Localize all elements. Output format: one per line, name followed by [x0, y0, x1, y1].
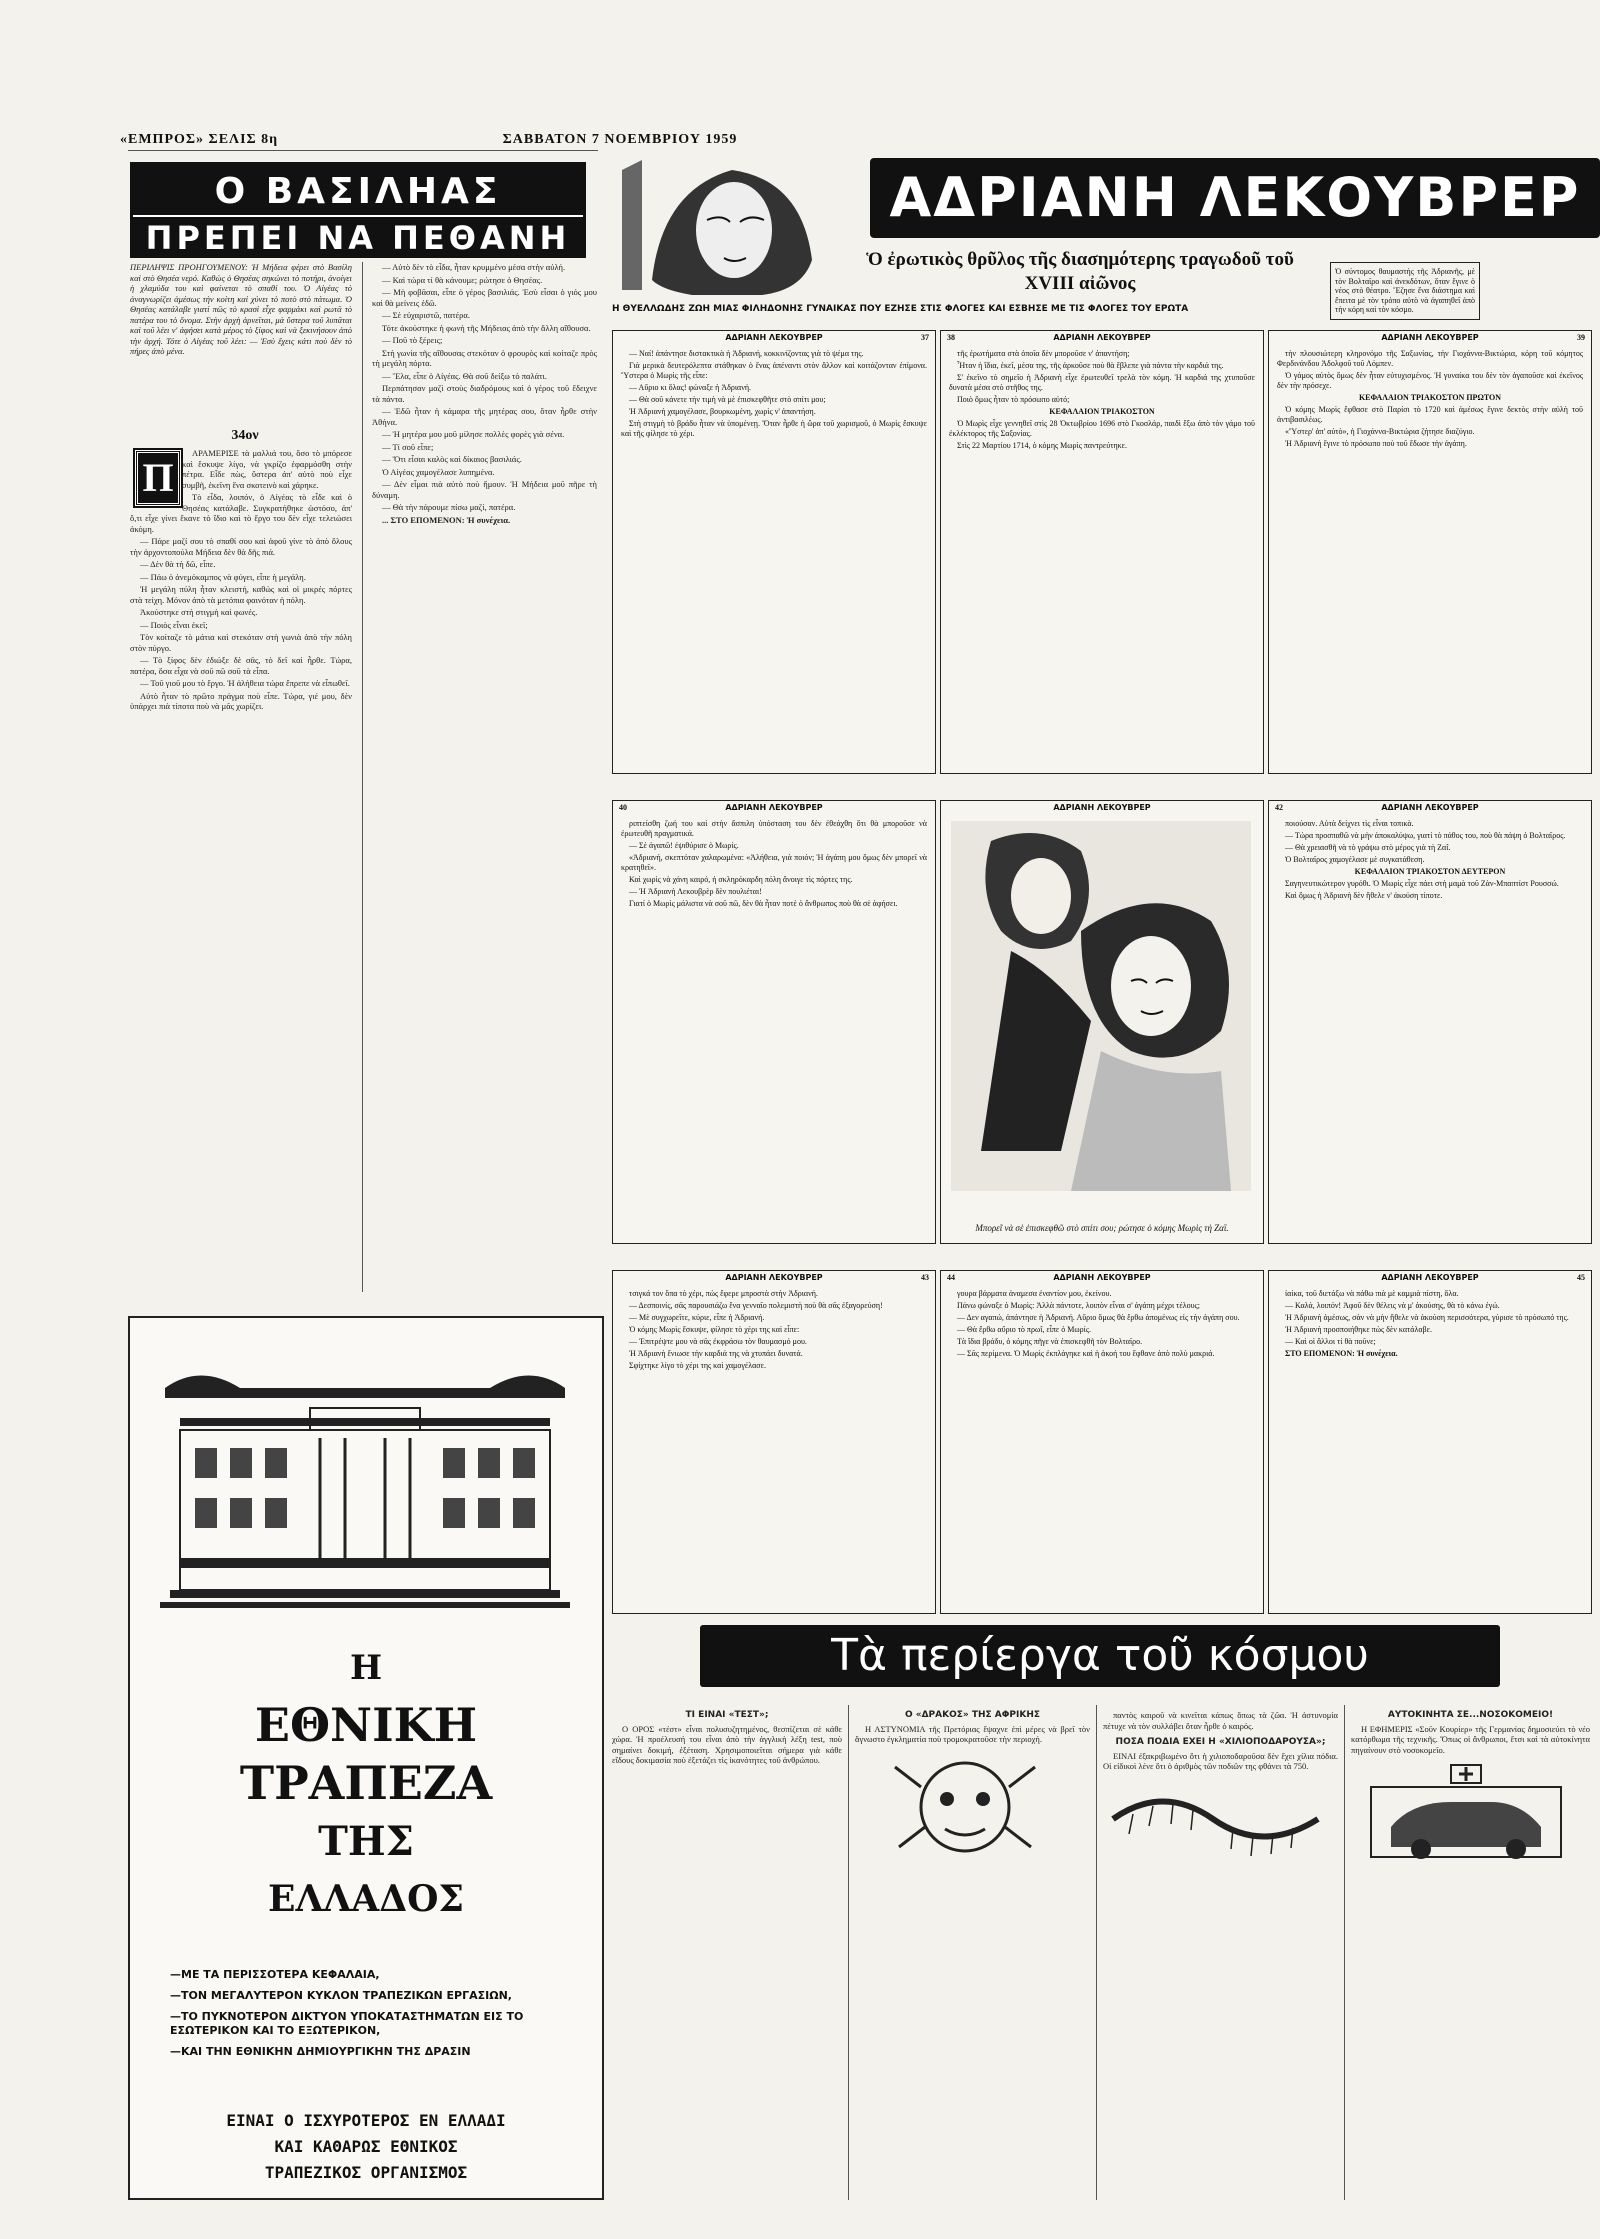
paragraph: — Τοῦ γιοῦ μου τὸ ἔργο. Ἡ ἀλήθεια τώρα ἔπρεπε νὰ εἶπωθεῖ. — [140, 678, 350, 688]
curiosity-cars — [1351, 1710, 1590, 2200]
panel-header: ΑΔΡΙΑΝΗ ΛΕΚΟΥΒΡΕΡ — [1053, 333, 1151, 342]
paragraph: ἰαίκα, τοῦ διετάξω νὰ πάθω πιὰ μὲ καμμιὰ πίστη, ὅλα. — [1285, 1289, 1459, 1298]
king-column-1 — [130, 448, 352, 1288]
paragraph: ΣΤΟ ΕΠΟΜΕΝΟΝ: Ἡ συνέχεια. — [1285, 1349, 1398, 1358]
paragraph: Στὶς 22 Μαρτίου 1714, ὁ κόμης Μωρὶς παντρεύτηκε. — [957, 441, 1128, 450]
paragraph: ριπτείσθη ζωή του καὶ στὴν ἄσπιλη ὑπόσταση του δὲν ἐθεάχθη ὅτι θὰ μποροῦσε νὰ ἐρωτευθῆ πραγματικά. — [621, 819, 927, 838]
paragraph: Ἡ Ἀδριανὴ χαμογέλασε, βουρκωμένη, χωρὶς ν' ἀπαντήση. — [629, 407, 816, 416]
paragraph: — Καὶ τώρα τί θὰ κάνουμε; ρώτησε ὁ Θησέας. — [382, 274, 543, 285]
illustration-panel — [940, 800, 1264, 1244]
king-title-box — [130, 162, 586, 258]
panel-number: 37 — [921, 333, 929, 342]
bank-point: —ΤΟ ΠΥΚΝΟΤΕΡΟΝ ΔΙΚΤΥΟΝ ΥΠΟΚΑΤΑΣΤΗΜΑΤΩΝ ΕΙΣ ΤΟ ΕΣΩΤΕΡΙΚΟΝ ΚΑΙ ΤΟ ΕΞΩΤΕΡΙΚΟΝ, — [170, 2010, 524, 2037]
panel-text — [1277, 349, 1583, 767]
drop-cap: Π — [135, 450, 181, 506]
adriani-deck: Η ΘΥΕΛΛΩΔΗΣ ΖΩΗ ΜΙΑΣ ΦΙΛΗΔΟΝΗΣ ΓΥΝΑΙΚΑΣ ΠΟΥ ΕΖΗΣΕ ΣΤΙΣ ΦΛΟΓΕΣ ΚΑΙ ΕΣΒΗΣΕ ΜΕ ΤΙΣ ΦΛΟΓΕΣ ΤΟΥ ΕΡΩΤΑ — [612, 304, 1189, 314]
dropcap-spacer — [130, 448, 182, 506]
panel-text — [949, 1289, 1255, 1607]
king-title-line1: Ο ΒΑΣΙΛΗΑΣ — [214, 171, 502, 212]
paragraph: ... ΣΤΟ ΕΠΟΜΕΝΟΝ: Ἡ συνέχεια. — [382, 514, 511, 525]
bank-points — [170, 1968, 570, 2066]
story-panel — [940, 330, 1264, 774]
illustration-caption: Μπορεῖ νὰ σὲ ἐπισκεφθῶ στὸ σπίτι σου; ρώτησε ὁ κόμης Μωρὶς τὴ Ζαΐ. — [975, 1223, 1229, 1233]
paragraph: ΚΕΦΑΛΑΙΟΝ ΤΡΙΑΚΟΣΤΟΝ ΠΡΩΤΟΝ — [1358, 393, 1502, 402]
paragraph: Ὁ Βολταῖρος χαμογέλασε μὲ συγκατάθεση. — [1285, 855, 1425, 864]
paragraph: — Ἐπιτρέψτε μου νὰ σᾶς ἐκφράσω τὸν θαυμασμό μου. — [629, 1337, 807, 1346]
paragraph: ΑΡΑΜΕΡΙΣΕ τὰ μαλλιά του, ὅσο τὸ μπόρεσε καὶ ἔσκυψε λίγο, νὰ γκρίζο ἐφαρμόσθη στὴν πέτρα. Εἶδε πὼς, ὕστερα ἀπ' αὐτὸ ποὺ εἶχε συμβῆ, ἐκεῖνη ἕνα σκοτεινὸ καὶ χάρηκε. — [182, 448, 352, 490]
panel-number: 42 — [1275, 803, 1283, 812]
paragraph: — Ἡ Ἀδριανὴ Λεκουβρὲρ δὲν πουλιέται! — [629, 887, 762, 896]
paragraph: — Τί σοῦ εἶπε; — [382, 441, 434, 452]
column-divider — [1096, 1705, 1097, 2200]
paragraph: Σ' ἐκεῖνο τὸ σημεῖο ἡ Ἀδριανὴ εἶχε ἐρωτευθεῖ τρελὰ τὸν κόμη. Ἡ καρδιά της χτυποῦσε δυνατὰ μέσα στὸ στῆθος της. — [949, 373, 1255, 392]
paragraph: ποιούσαν. Αὐτὰ δείχνει τὶς εἶναι τοπικὰ. — [1285, 819, 1414, 828]
panel-header: ΑΔΡΙΑΝΗ ΛΕΚΟΥΒΡΕΡ — [1381, 1273, 1479, 1282]
paragraph: Η ΑΣΤΥΝΟΜΙΑ τῆς Πρετόριας ἔψαχνε ἐπὶ μέρες νὰ βρεῖ τὸν ἄγνωστο ἐγκληματία ποὺ τρομοκρατοῦσε τὴν περιοχή. — [855, 1723, 1090, 1744]
adriani-subtitle: Ὁ ἐρωτικὸς θρῦλος τῆς διασημότερης τραγωδοῦ τοῦ XVIII αἰῶνος — [866, 249, 1294, 294]
rule — [128, 150, 598, 151]
paper-name: «ΕΜΠΡΟΣ» ΣΕΛΙΣ 8η — [120, 132, 279, 147]
panel-number: 44 — [947, 1273, 955, 1282]
paragraph: — Δὲν εἶμαι πιὰ αὐτὸ ποὺ ἤμουν. Ἡ Μήδεια μοῦ πῆρε τὴ δύναμη. — [372, 479, 597, 500]
bank-point: —ΜΕ ΤΑ ΠΕΡΙΣΣΟΤΕΡΑ ΚΕΦΑΛΑΙΑ, — [170, 1968, 380, 1981]
curiosity-africa — [855, 1710, 1090, 2200]
panel-number: 45 — [1577, 1273, 1585, 1282]
paragraph: — Ὅτι εἶσαι καλὸς καὶ δίκαιος βασιλιάς. — [382, 454, 522, 464]
panel-header: ΑΔΡΙΑΝΗ ΛΕΚΟΥΒΡΕΡ — [1381, 803, 1479, 812]
bank-claim-line: ΤΡΑΠΕΖΙΚΟΣ ΟΡΓΑΝΙΣΜΟΣ — [264, 2163, 468, 2182]
paragraph: τὴν πλουσιώτερη κληρονόμο τῆς Σαξωνίας, τὴν Γιοχάννα-Βικτώρια, κόρη τοῦ κόμητος Φερδινάνδου Ἀδολφοῦ τοῦ Λόμπεν. — [1277, 349, 1583, 368]
paragraph: Ὁ Αἰγέας χαμογέλασε λυπημένα. — [382, 466, 495, 477]
bank-advertisement — [128, 1316, 604, 2200]
couple-illustration — [951, 821, 1251, 1191]
paragraph: Καὶ ὅμως ἡ Ἀδριανὴ δὲν ἤθελε ν' ἀκούση τίποτε. — [1285, 891, 1443, 900]
king-title-line2: ΠΡΕΠΕΙ ΝΑ ΠΕΘΑΝΗ — [133, 215, 583, 257]
paragraph: Ὁ κόμης Μωρὶς ἔφθασε στὸ Παρίσι τὸ 1720 καὶ ἀμέσως ἔγινε δεκτὸς στὴν αὐλὴ τοῦ ἀντιβασιλέως. — [1277, 405, 1583, 424]
paragraph: Αὐτὸ ἦταν τὸ πρῶτο πράγμα ποὺ εἶπε. Τώρα, γιέ μου, δὲν ὑπάρχει πιὰ τίποτα ποὺ νὰ μᾶς χωρίζει. — [130, 690, 352, 711]
panel-header: ΑΔΡΙΑΝΗ ΛΕΚΟΥΒΡΕΡ — [1381, 333, 1479, 342]
paragraph: — Τώρα προσπαθῶ νὰ μὴν ἀποκαλύψω, γιατί τὸ πάθος του, ποὺ θὰ πάψη ὁ Βολταῖρος. — [1285, 831, 1566, 840]
adriani-portrait-illustration — [612, 150, 862, 300]
paragraph: — Σὲ ἀγαπῶ! ἐψιθύρισε ὁ Μωρίς. — [629, 841, 739, 850]
paragraph: Τὸν κοίταζε τὸ μάτια καὶ στεκόταν στὴ γωνιὰ ἀπὸ τὴν πόλη στὸν πύργο. — [130, 632, 352, 653]
paragraph: ΕΙΝΑΙ ἐξακριβωμένο ὅτι ἡ χιλιοποδαροῦσα δὲν ἔχει χίλια πόδια. Οἱ εἰδικοὶ λένε ὅτι ὁ ἀριθμὸς τῶν ποδιῶν της φθάνει τὰ 750. — [1103, 1750, 1338, 1771]
story-panel — [940, 1270, 1264, 1614]
paragraph: Ἡ Ἀδριανὴ ἔγινε τὸ πρόσωπο ποὺ τοῦ ἔδωσε τὴν ἀγάπη. — [1285, 439, 1467, 448]
paragraph: — Ἐδῶ ἦταν ἡ κάμαρα τῆς μητέρας σου, ὅταν ἦρθε στὴν Ἀθήνα. — [372, 406, 597, 427]
paragraph: Σαγηνευτικώτερον γυρόθι. Ὁ Μωρὶς εἶχε πάει στὴ μαμὰ τοῦ Ζὰν-Μπαπτίστ Ρουσσώ. — [1285, 879, 1559, 888]
millipede-illustration — [1103, 1774, 1328, 1864]
bank-h: Η — [349, 1648, 383, 1688]
paragraph: — Καλά, λοιπόν! Ἀφοῦ δὲν θέλεις νὰ μ' ἀκούσης, θὰ τὸ κάνω ἐγώ. — [1285, 1301, 1500, 1310]
issue-date: ΣΑΒΒΑΤΟΝ 7 ΝΟΕΜΒΡΙΟΥ 1959 — [502, 132, 738, 147]
panel-text — [621, 819, 927, 1237]
column-divider — [362, 262, 363, 1292]
panel-header: ΑΔΡΙΑΝΗ ΛΕΚΟΥΒΡΕΡ — [1053, 803, 1151, 812]
bank-trapeza: ΤΡΑΠΕΖΑ — [239, 1756, 493, 1810]
paragraph: τσιγκά τον ὅπα τὸ χέρι, πὼς ἔφερε μπροστὰ στὴν Ἀδριανή. — [629, 1289, 818, 1298]
paragraph: «Ἀδριανή, σκεπτόταν χαλαρωμένα: «Ἀλήθεια, γιὰ ποιόν; Ἡ ἀγάπη μου ὅμως δὲν μπορεῖ νὰ κρατηθεῖ». — [621, 853, 927, 872]
story-panel — [612, 1270, 936, 1614]
paragraph: Η ΕΦΗΜΕΡΙΣ «Σοῦν Κουρίερ» τῆς Γερμανίας δημοσιεύει τὸ νέο κατόρθωμα τῆς τεχνικῆς. Ὅπως οἱ ἄνθρωποι, ἔτσι καὶ τὰ αὐτοκίνητα πηγαίνουν στὸ νοσοκομεῖο. — [1351, 1723, 1590, 1755]
paragraph: Τὸ εἶδα, λοιπόν, ὁ Αἰγέας τὸ εἶδε καὶ ὁ Θησέας κατάλαβε. Συγκρατήθηκε ὡστόσο, ἀπ' ὅ,τι εἶχε γίνει ἔκανε τὸ ἴδιο καὶ τὸ ἔργο του δὲν εἶχε τελειώσει ἀκόμη. — [130, 492, 352, 534]
paragraph: Ἦταν ἡ ἴδια, ἐκεῖ, μέσα της, τῆς ἀρκοῦσε ποὺ θὰ ἔβλεπε γιὰ πάντα τὴν καρδιά της. — [957, 361, 1224, 370]
paragraph: — Πάρε μαζί σου τὸ σπαθί σου καὶ ἀφοῦ γίνε τὸ ἀπὸ ὅλους τὴν ἀρχοντοπούλα Μήδεια δὲν θὰ δῆς πιά. — [130, 536, 352, 557]
car-hospital-illustration — [1351, 1757, 1581, 1877]
paragraph: — Θὰ σοῦ κάνετε τὴν τιμὴ νὰ μὲ ἐπισκεφθῆτε στὸ σπίτι μου; — [629, 395, 826, 404]
column-divider — [1344, 1705, 1345, 2200]
story-panel — [612, 800, 936, 1244]
paragraph: τῆς ἐρωτήματα στὰ ὁποῖα δὲν μποροῦσε ν' ἀπαντήση; — [957, 349, 1130, 358]
masthead — [120, 132, 1600, 148]
paragraph: — Πάω ὁ ἀνεμόκαμπος νὰ φύγει, εἶπε ἡ μεγάλη. — [140, 571, 306, 582]
paragraph: ΚΕΦΑΛΑΙΟΝ ΤΡΙΑΚΟΣΤΟΝ — [1049, 407, 1155, 416]
paragraph: «Ὕστερ' ἀπ' αὐτὸ», ἡ Γιοχάννα-Βικτώρια ζήτησε διαζύγιο. — [1285, 427, 1475, 436]
panel-text — [1277, 1289, 1583, 1607]
adriani-title: ΑΔΡΙΑΝΗ ΛΕΚΟΥΒΡΕΡ — [870, 158, 1600, 238]
panel-header: ΑΔΡΙΑΝΗ ΛΕΚΟΥΒΡΕΡ — [725, 1273, 823, 1282]
story-panel — [612, 330, 936, 774]
paragraph: Τότε ἀκούστηκε ἡ φωνὴ τῆς Μήδειας ἀπὸ τὴν ἄλλη αἴθουσα. — [382, 322, 591, 333]
king-column-2 — [372, 262, 597, 1292]
paragraph: Σφίχτηκε λίγο τὸ χέρι της καὶ χαμογέλασε. — [629, 1361, 766, 1370]
chapter-number: 34ον — [231, 428, 259, 443]
curiosity-heading: Ο «ΔΡΑΚΟΣ» ΤΗΣ ΑΦΡΙΚΗΣ — [904, 1710, 1040, 1720]
paragraph: Τὰ ἴδια βράδυ, ὁ κόμης πῆγε νὰ ἐπισκεφθῆ τὸν Βολταῖρο. — [957, 1337, 1143, 1346]
paragraph: Πάνω φώναξε ὁ Μωρὶς: Ἀλλὰ πάντοτε, λοιπὸν εἶναι σ' ἀγάπη μέχρι τέλους; — [957, 1301, 1200, 1310]
panel-number: 39 — [1577, 333, 1585, 342]
panel-header: ΑΔΡΙΑΝΗ ΛΕΚΟΥΒΡΕΡ — [725, 333, 823, 342]
paragraph: Περπάτησαν μαζὶ στοὺς διαδρόμους καὶ ὁ γέρος τοῦ ἔδειχνε τὰ πάντα. — [372, 383, 597, 404]
paragraph: παντὸς καιροῦ νὰ κινεῖται κάπως ὅπως τὰ ζῶα. Ἡ ἀστυνομία πέτυχε νὰ τὸν συλλάβει ὅταν ἦρθε ὁ καιρός. — [1103, 1710, 1338, 1731]
paragraph: — Μὲ συγχωρεῖτε, κύριε, εἶπε ἡ Ἀδριανή. — [629, 1313, 765, 1322]
bank-tis: ΤΗΣ — [318, 1818, 414, 1865]
paragraph: — Θὰ χρειασθῆ νὰ τὸ γράψω στὸ μέρος γιὰ τὴ Ζαΐ. — [1285, 843, 1451, 852]
bank-ellados: ΕΛΛΑΔΟΣ — [268, 1878, 464, 1920]
paragraph: — Ἔλα, εἶπε ὁ Αἰγέας. Θὰ σοῦ δείξω τὸ παλάτι. — [382, 370, 547, 381]
curiosity-millipede — [1103, 1710, 1338, 2200]
paragraph: Γιὰ μερικὰ δευτερόλεπτα στάθηκαν ὁ ἕνας ἀπέναντι στὸν ἄλλον καὶ κοιτάζονταν ἐπίμονα. Ὕστερα ὁ Μωρὶς τῆς εἶπε: — [621, 361, 927, 380]
paragraph: Στὴ στιγμὴ τὸ βράδυ ἦταν νὰ ὑπομένεῃ. Ὅταν ἦρθε ἡ ὥρα τοῦ χωρισμοῦ, ὁ Μωρὶς ἔσκυψε καὶ τῆς φίλησε τὸ χέρι. — [621, 419, 927, 438]
curiosity-heading: ΑΥΤΟΚΙΝΗΤΑ ΣΕ...ΝΟΣΟΚΟΜΕΙΟ! — [1387, 1710, 1554, 1720]
paragraph: Ο ΟΡΟΣ «τέστ» εἶναι πολυσυζητημένος, θεσπίζεται σὲ κάθε χώρα. Ἡ προέλευσή του εἶναι ἀπὸ τὴν ἀγγλικὴ λέξη test, ποὺ σημαίνει δοκιμή, ἐξέταση. Χρησιμοποιεῖται σήμερα γιὰ κάθε εἴδους δοκιμασία ποὺ ἐξετάζει τὶς ἱκανότητες τοῦ ἀνθρώπου. — [612, 1723, 842, 1765]
curiosity-heading: ΠΟΣΑ ΠΟΔΙΑ ΕΧΕΙ Η «ΧΙΛΙΟΠΟΔΑΡΟΥΣΑ»; — [1115, 1737, 1326, 1747]
paragraph: — Ποῦ τὸ ξέρεις; — [382, 335, 443, 345]
panel-number: 38 — [947, 333, 955, 342]
paragraph: — Αὔριο κι ὅλας! φώναξε ἡ Ἀδριανή. — [629, 383, 752, 392]
bank-ethniki: ΕΘΝΙΚΗ — [254, 1698, 478, 1752]
paragraph: ΚΕΦΑΛΑΙΟΝ ΤΡΙΑΚΟΣΤΟΝ ΔΕΥΤΕΡΟΝ — [1354, 867, 1506, 876]
paragraph: — Σὲ εὐχαριστῶ, πατέρα. — [382, 310, 471, 320]
column-divider — [848, 1705, 849, 2200]
paragraph: — Θὰ τὴν πάρουμε πίσω μαζί, πατέρα. — [382, 502, 516, 512]
paragraph: — Αὐτὸ δὲν τὸ εἶδα, ἦταν κρυμμένο μέσα στὴν αὐλή. — [382, 262, 566, 272]
adriani-side-note: Ὁ σύντομος θαυμαστής τῆς Ἀδριανῆς, μὲ τὸν Βολταῖρο καὶ ἀνεκδότων, ὅταν ἔγινε ὁ νέος στὸ θέατρο. Ἔζησε ἕνα διάστημα καὶ ἔπειτα μὲ τὸν τρόπο αὐτὸ νὰ ἀγαπηθεῖ ἀπὸ τὴν κόρη καὶ τὸν κόσμο. — [1330, 262, 1480, 320]
paragraph: Ἡ Ἀδριανὴ ἔνιωσε τὴν καρδιά της νὰ χτυπάει δυνατά. — [629, 1349, 803, 1358]
paragraph: Καὶ χωρὶς νὰ χάνη καιρό, ἡ σκληρόκαρδη πόλη ἄνοιγε τὶς πόρτες της. — [629, 875, 853, 884]
bank-claim-line: ΚΑΙ ΚΑΘΑΡΩΣ ΕΘΝΙΚΟΣ — [274, 2137, 458, 2156]
panel-text — [949, 349, 1255, 767]
paragraph: Ἡ Ἀδριανὴ ἀμέσως, σὰν νὰ μὴν ἤθελε νὰ ἀκούση περισσότερα, γύρισε τὸ πρόσωπό της. — [1285, 1313, 1569, 1322]
paragraph: Ἡ Ἀδριανὴ προσποιήθηκε πὼς δὲν κατάλαβε. — [1285, 1325, 1432, 1334]
panel-number: 43 — [921, 1273, 929, 1282]
panel-number: 40 — [619, 803, 627, 812]
paragraph: — Δεν αγαπώ, ἀπάντησε ἡ Ἀδριανή. Αὔριο ὅμως θὰ ἔρθω ἀπομένως εἰς τὴν ἀγάπη σου. — [957, 1313, 1240, 1322]
panel-text — [1277, 819, 1583, 1237]
story-panel — [1268, 800, 1592, 1244]
panel-header: ΑΔΡΙΑΝΗ ΛΕΚΟΥΒΡΕΡ — [725, 803, 823, 812]
paragraph: — Μὴ φοβᾶσαι, εἶπε ὁ γέρος βασιλιάς. Ἐσὺ εἶσαι ὁ γιός μου καὶ θὰ μείνεις ἐδῶ. — [372, 287, 597, 308]
bank-point: —ΤΟΝ ΜΕΓΑΛΥΤΕΡΟΝ ΚΥΚΛΟΝ ΤΡΑΠΕΖΙΚΩΝ ΕΡΓΑΣΙΩΝ, — [170, 1989, 512, 2002]
paragraph: — Ἡ μητέρα μου μοῦ μίλησε πολλὲς φορὲς γιὰ σένα. — [382, 429, 565, 439]
paragraph: — Ποιὸς εἶναι ἐκεῖ; — [140, 619, 208, 630]
paragraph: — Σᾶς περίμενα. Ὁ Μωρὶς ἐκπλάγηκε καὶ ἡ ἀκοή του ἔφθανε ἀπὸ πολὺ μακριά. — [957, 1349, 1215, 1358]
paragraph: — Δὲν θὰ τὴ δῶ, εἶπε. — [140, 559, 216, 569]
bank-point: —ΚΑΙ ΤΗΝ ΕΘΝΙΚΗΝ ΔΗΜΙΟΥΡΓΙΚΗΝ ΤΗΣ ΔΡΑΣΙΝ — [170, 2045, 471, 2058]
king-previously: ΠΕΡΙΛΗΨΙΣ ΠΡΟΗΓΟΥΜΕΝΟΥ: Ἡ Μήδεια φέρει στὸ Βασίλη καὶ στὸ Θησέα νερό. Καθὼς ὁ Θησέας σηκώνει τὸ ποτήρι, ἀνοίγει ἡ χλαμύδα του καὶ φαίνεται τὸ σπαθί του. Ὁ Αἰγέας τὸ ἀναγνωρίζει ἀμέσως τὴν κοίτη καὶ χύνει τὸ ποτὸ στὸ πάτωμα. Ὁ Θησέας κατάλαβε γιατί πῶς τὸ κρασὶ εἶχε φαρμάκι καὶ ρωτᾶ τὸ πατέρα του τὸ ὄνομα. Στὴν ἀρχὴ ἀρνεῖται, μὰ ὕστερα τοῦ λυπᾶται καὶ τοῦ λέει ν' ἀφήσει κατὰ μέρος τὸ ξίφος καὶ νὰ ξεκινήσουν ἀπὸ τὴν ἀρχή. Τότε ὁ Αἰγέας τοῦ λέει: — Ἐσὺ ἔχεις κάτι ποὺ δὲν τὸ πήρες ἀπὸ μένα. — [130, 262, 352, 356]
paragraph: Γιατί ὁ Μωρὶς μάλιστα νὰ σοῦ πῶ, δὲν θὰ ἦταν ποτὲ ὁ ἄνθρωπος ποὺ θὰ σὲ ἀφήσει. — [629, 899, 898, 908]
paragraph: — Τὸ ξίφος δὲν ἐδιώξε δὲ σᾶς, τὸ δεῖ καὶ ἦρθε. Τώρα, πατέρα, ὅσα εἶχα νὰ σοῦ πῶ σοῦ τὰ εἶπα. — [130, 655, 352, 676]
paragraph: Ὁ Μωρὶς εἶχε γεννηθεῖ στὶς 28 Ὀκτωβρίου 1696 στὸ Γκοσλάρ, παιδὶ ἔξω ἀπὸ τὸν γάμο τοῦ ἐκλέκτορος τῆς Σαξονίας. — [949, 419, 1255, 438]
african-mask-illustration — [855, 1747, 1075, 1867]
paragraph: — Καὶ οἱ ἄλλοι τί θὰ ποῦνε; — [1285, 1337, 1376, 1346]
paragraph: Ποιὸ ὅμως ἦταν τὸ πρόσωπο αὐτό; — [957, 395, 1070, 404]
paragraph: — Θὰ ἔρθω αὔριο τὸ πρωΐ, εἶπε ὁ Μωρίς. — [957, 1325, 1091, 1334]
bank-claim-line: ΕΙΝΑΙ Ο ΙΣΧΥΡΟΤΕΡΟΣ ΕΝ ΕΛΛΑΔΙ — [226, 2111, 506, 2130]
panel-header: ΑΔΡΙΑΝΗ ΛΕΚΟΥΒΡΕΡ — [1053, 1273, 1151, 1282]
paragraph: — Δεσποινίς, σᾶς παρουσιάζω ἕνα γενναῖο πολεμιστὴ ποὺ θὰ σᾶς ἐξαγορεύση! — [629, 1301, 883, 1310]
curiosities-title: Τὰ περίεργα τοῦ κόσμου — [700, 1625, 1500, 1687]
panel-text — [621, 349, 927, 767]
paragraph: γουρα βάρματα ἀναμεσα ἐναντίον μου, ἐκείνου. — [957, 1289, 1112, 1298]
paragraph: Ἀκούστηκε στὴ στιγμὴ καὶ φωνές. — [140, 607, 258, 617]
curiosity-test — [612, 1710, 842, 2200]
paragraph: Ὁ κόμης Μωρὶς ἔσκυψε, φίλησε τὸ χέρι της καὶ εἶπε: — [629, 1325, 800, 1334]
paragraph: Ἡ μεγάλη πύλη ἦταν κλειστή, καθὼς καὶ οἱ μικρές πόρτες στὰ τείχη. Μόνον ἀπὸ τὰ μετόπια φαινόταν ἡ πόλη. — [130, 584, 352, 605]
paragraph: — Ναί! ἀπάντησε διστακτικὰ ἡ Ἀδριανή, κοκκινίζοντας γιὰ τὸ ψέμα της. — [629, 349, 864, 358]
curiosity-heading: ΤΙ ΕΙΝΑΙ «ΤΕΣΤ»; — [685, 1710, 769, 1720]
story-panel — [1268, 1270, 1592, 1614]
paragraph: Στὴ γωνία τῆς αἴθουσας στεκόταν ὁ φρουρὸς καὶ κοίταζε πρὸς τὴ μεγάλη πόρτα. — [372, 347, 597, 368]
panel-text — [621, 1289, 927, 1607]
story-panel — [1268, 330, 1592, 774]
bank-building-illustration — [160, 1358, 570, 1618]
bank-claim — [130, 2108, 602, 2186]
paragraph: Ὁ γάμος αὐτὸς ὅμως δὲν ἦταν εὐτυχισμένος. Ἡ γυναίκα του δὲν τὸν ἀγαποῦσε καὶ ἐκεῖνος δὲν τὴν πρόσεχε. — [1277, 371, 1583, 390]
